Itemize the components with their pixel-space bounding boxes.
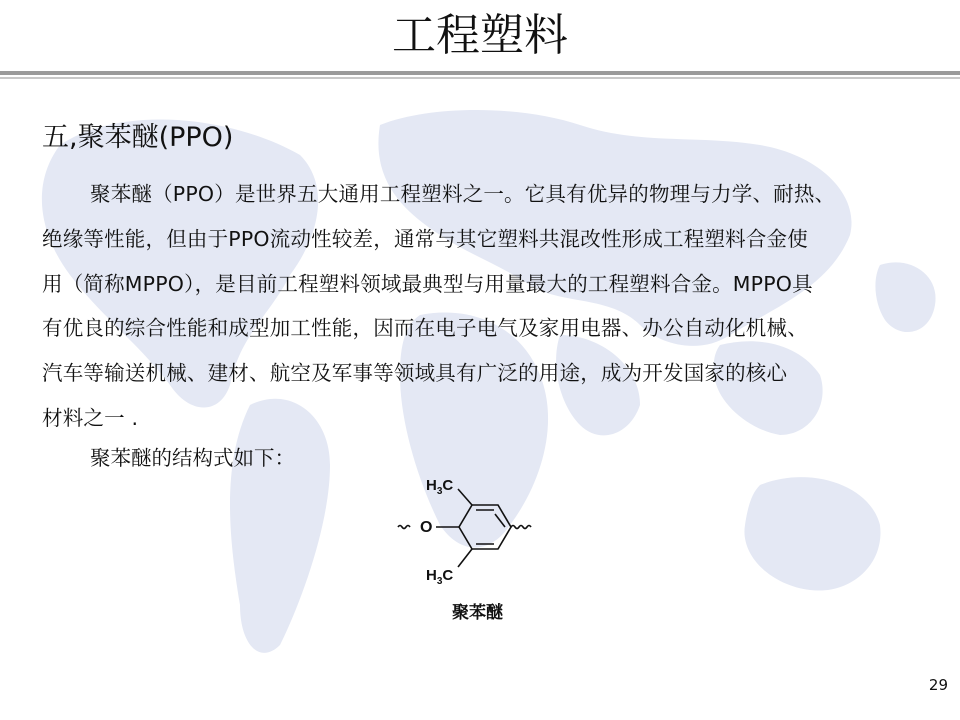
methyl-top-label: $H_3C$ [426,477,454,497]
chain-wave-right [511,526,531,529]
paragraph-line: 有优良的综合性能和成型加工性能，因而在电子电气及家用电器、办公自动化机械、 [42,316,808,341]
methyl-bond-bottom [458,549,472,567]
body-paragraph [42,172,932,441]
ppo-structure-diagram [392,465,552,595]
paragraph-line: 材料之一 . [42,405,139,430]
benzene-ring [459,505,511,549]
methyl-bond-top [458,489,472,505]
oxygen-label: O [420,519,433,536]
paragraph-line: 用（简称MPPO），是目前工程塑料领域最典型与用量最大的工程塑料合金。MPPO具 [42,271,813,296]
section-heading: 五,聚苯醚(PPO) [42,122,234,153]
paragraph-line: 绝缘等性能，但由于PPO流动性较差，通常与其它塑料共混改性形成工程塑料合金使 [42,226,808,251]
structure-intro: 聚苯醚的结构式如下： [90,446,295,470]
paragraph-line: 汽车等输送机械、建材、航空及军事等领域具有广泛的用途，成为开发国家的核心 [42,361,788,386]
title-divider-thin [0,77,960,79]
chain-wave-left [398,526,410,529]
structure-caption: 聚苯醚 [452,603,503,623]
slide-title: 工程塑料 [392,10,568,61]
page-number: 29 [928,676,948,694]
title-divider [0,71,960,75]
paragraph-line: 聚苯醚（PPO）是世界五大通用工程塑料之一。它具有优异的物理与力学、耐热、 [90,182,836,206]
ring-double-bond [495,514,505,527]
methyl-bottom-label: $H_3C$ [426,567,454,587]
